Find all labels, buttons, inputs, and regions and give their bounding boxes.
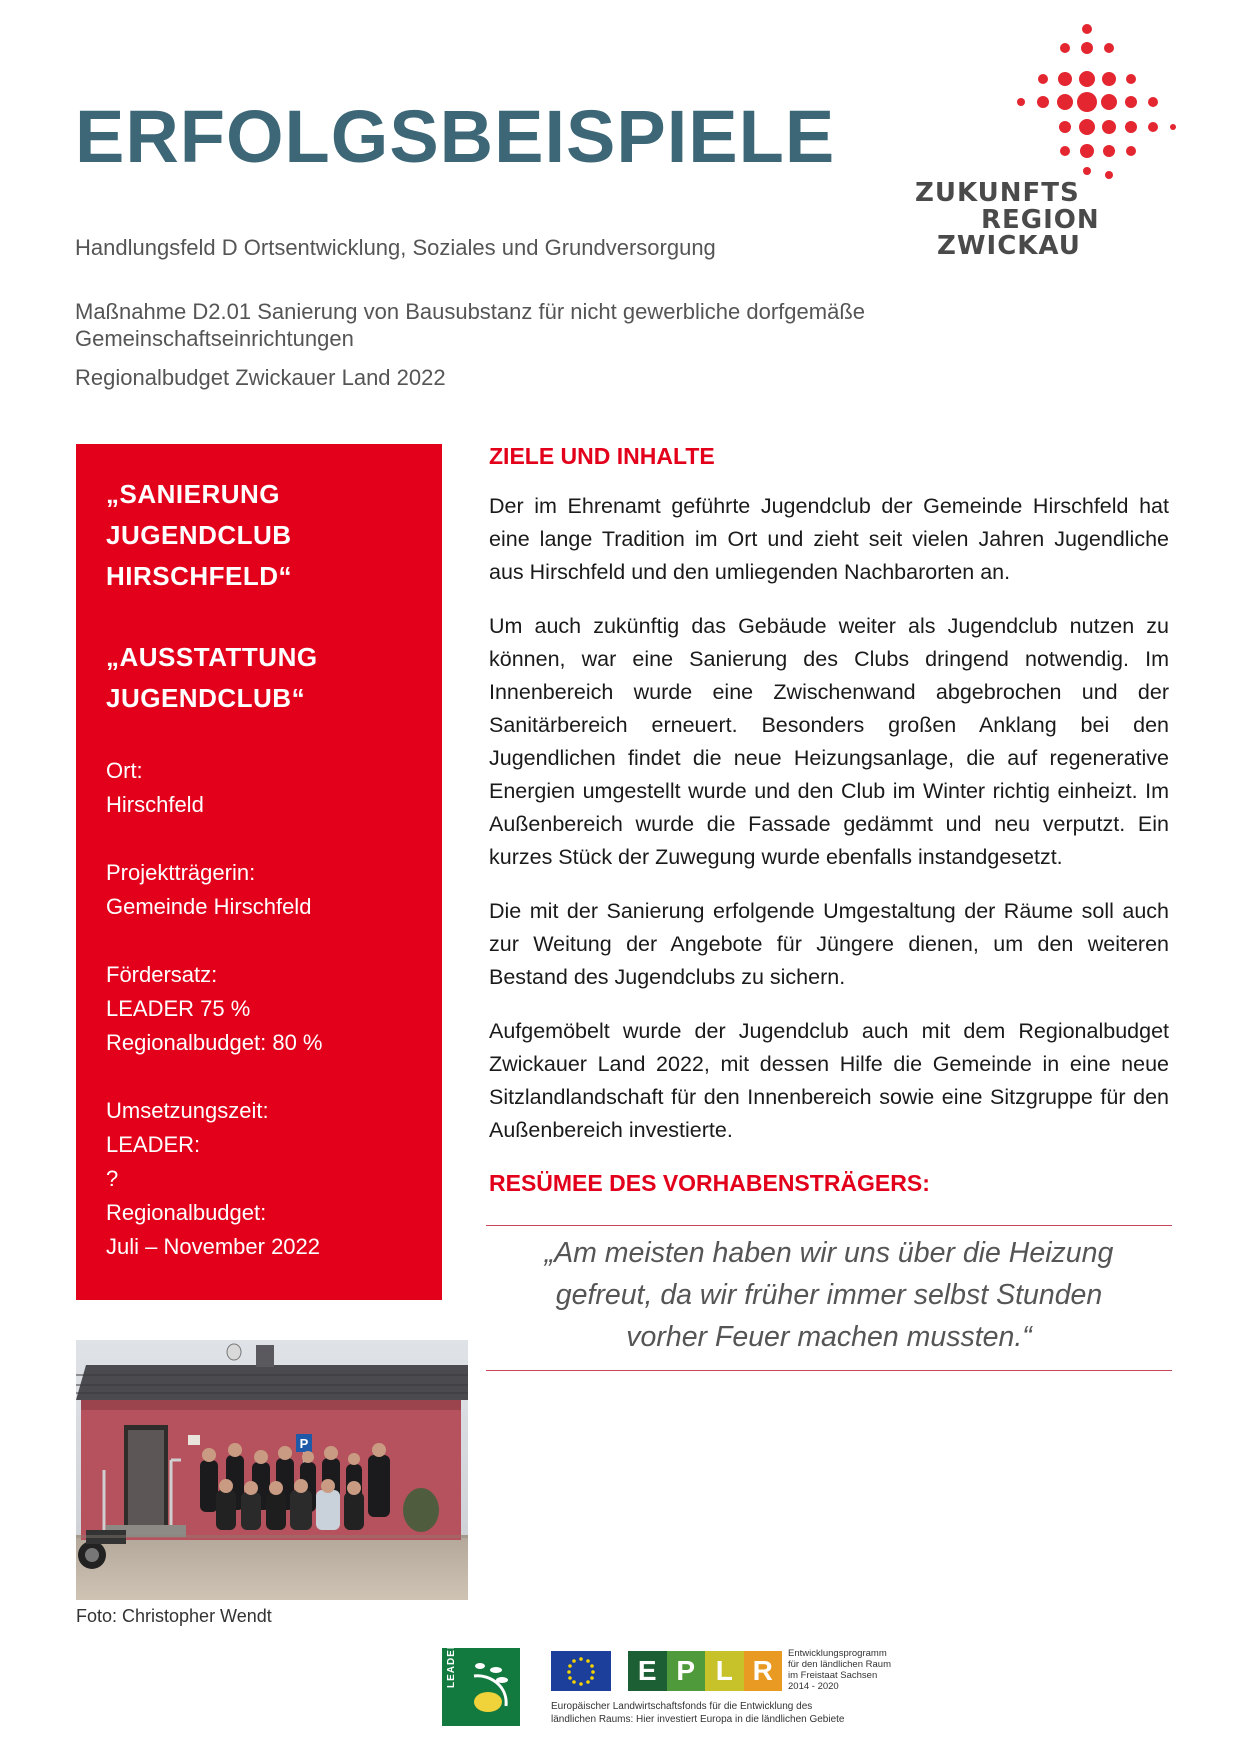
parking-sign-letter: P — [299, 1436, 309, 1451]
quote-line: gefreut, da wir früher immer selbst Stunden — [555, 1279, 1103, 1311]
info-ort — [106, 754, 412, 822]
eplr-desc-line: für den ländlichen Raum — [788, 1659, 891, 1670]
eplr-letter: R — [744, 1651, 783, 1691]
foerder-regional-value: Regionalbudget: 80 % — [106, 1030, 323, 1055]
leader-logo — [442, 1640, 520, 1726]
quote-line: vorher Feuer machen mussten.“ — [626, 1321, 1032, 1353]
foerder-label: Fördersatz: — [106, 962, 218, 987]
eplr-description — [788, 1648, 891, 1692]
page-title: ERFOLGSBEISPIELE — [75, 95, 836, 178]
eu-funding-line: ländlichen Raums: Hier investiert Europa in die ländlichen Gebiete — [551, 1714, 845, 1725]
eu-funding-text — [551, 1700, 845, 1726]
project-title-2-line: „AUSSTATTUNG — [106, 642, 318, 672]
dot-pattern-icon — [915, 20, 1230, 190]
umsetzung-regional-label: Regionalbudget: — [106, 1200, 267, 1225]
eplr-letter: P — [667, 1651, 706, 1691]
leader-leaf-icon — [462, 1656, 516, 1720]
traeger-value: Gemeinde Hirschfeld — [106, 894, 312, 919]
content-paragraph: Die mit der Sanierung erfolgende Umgestaltung der Räume soll auch zur Weitung der Angebote für Jüngere dienen, um den weiteren Bestand des Jugendclubs zu sichern. — [489, 899, 1169, 989]
project-title-1-line: „SANIERUNG — [106, 479, 281, 509]
content-paragraph: Der im Ehrenamt geführte Jugendclub der Gemeinde Hirschfeld hat eine lange Tradition im Ort und zieht seit vielen Jahren Jugendliche aus Hirschfeld und den umliegenden Nachbarorten an. — [489, 494, 1169, 584]
regionalbudget-text: Regionalbudget Zwickauer Land 2022 — [75, 365, 446, 390]
project-title-2-line: JUGENDCLUB“ — [106, 683, 306, 713]
eu-stars-icon — [551, 1651, 611, 1691]
umsetzung-label: Umsetzungszeit: — [106, 1098, 269, 1123]
eplr-desc-line: im Freistaat Sachsen — [788, 1670, 878, 1681]
project-info-box — [76, 444, 442, 1300]
ort-label: Ort: — [106, 758, 143, 783]
ort-value: Hirschfeld — [106, 792, 204, 817]
eu-flag-icon — [551, 1651, 611, 1691]
quote-line: „Am meisten haben wir uns über die Heizung — [544, 1237, 1114, 1269]
massnahme-text-line1: Maßnahme D2.01 Sanierung von Bausubstanz für nicht gewerbliche dorfgemäße — [75, 299, 866, 324]
eplr-desc-line: Entwicklungsprogramm — [788, 1648, 887, 1659]
section-heading-ziele: ZIELE UND INHALTE — [489, 443, 715, 469]
content-body — [489, 490, 1169, 1168]
leader-logo-text: LEADER — [446, 1640, 457, 1688]
umsetzung-leader-label: LEADER: — [106, 1132, 201, 1157]
info-foerdersatz — [106, 958, 412, 1060]
quote-divider-bottom — [486, 1370, 1172, 1371]
zukunftsregion-logo — [915, 20, 1230, 260]
info-traeger — [106, 856, 412, 924]
eplr-letter: E — [628, 1651, 667, 1691]
massnahme-text-line2: Gemeinschaftseinrichtungen — [75, 326, 354, 351]
eplr-desc-line: 2014 - 2020 — [788, 1681, 839, 1692]
project-title-1-line: HIRSCHFELD“ — [106, 561, 293, 591]
project-title-2 — [106, 637, 412, 719]
section-heading-resuemee: RESÜMEE DES VORHABENSTRÄGERS: — [489, 1170, 930, 1196]
quote-divider-top — [486, 1225, 1172, 1226]
info-umsetzungszeit — [106, 1094, 412, 1264]
logo-text-line2: REGION — [981, 205, 1100, 235]
umsetzung-leader-value: ? — [106, 1166, 119, 1191]
quote-block — [486, 1232, 1172, 1358]
eplr-letter: L — [705, 1651, 744, 1691]
content-paragraph: Um auch zukünftig das Gebäude weiter als Jugendclub nutzen zu können, war eine Sanierung des Clubs dringend notwendig. Im Innenbereich wurde eine Zwischenwand abgebrochen und der Sanitärbereich erneuert. Besonders großen Anklang bei den Jugendlichen findet die neue Heizungsanlage, die auf regenerative Energien umgestellt wurde und den Club im Winter richtig einheizt. Im Außenbereich wurde die Fassade gedämmt und neu verputzt. Ein kurzes Stück der Zuwegung wurde ebenfalls instandgesetzt. — [489, 614, 1169, 869]
eu-funding-line: Europäischer Landwirtschaftsfonds für die Entwicklung des — [551, 1701, 813, 1712]
umsetzung-regional-value: Juli – November 2022 — [106, 1234, 321, 1259]
project-title-1 — [106, 474, 412, 597]
photo-caption: Foto: Christopher Wendt — [76, 1606, 272, 1626]
foerder-leader-value: LEADER 75 % — [106, 996, 251, 1021]
handlungsfeld-text: Handlungsfeld D Ortsentwicklung, Soziales und Grundversorgung — [75, 235, 716, 260]
logo-text-line3: ZWICKAU — [937, 231, 1081, 261]
jugendclub-photo — [76, 1340, 468, 1600]
logo-text-line1: ZUKUNFTS — [915, 178, 1080, 208]
traeger-label: Projektträgerin: — [106, 860, 256, 885]
eplr-logo — [628, 1651, 782, 1691]
photo-illustration — [76, 1340, 468, 1600]
content-paragraph: Aufgemöbelt wurde der Jugendclub auch mit dem Regionalbudget Zwickauer Land 2022, mit dessen Hilfe die Gemeinde in eine neue Sitzlandlandschaft für den Innenbereich sowie eine Sitzgruppe für den Außenbereich investierte. — [489, 1019, 1169, 1142]
project-title-1-line: JUGENDCLUB — [106, 520, 292, 550]
